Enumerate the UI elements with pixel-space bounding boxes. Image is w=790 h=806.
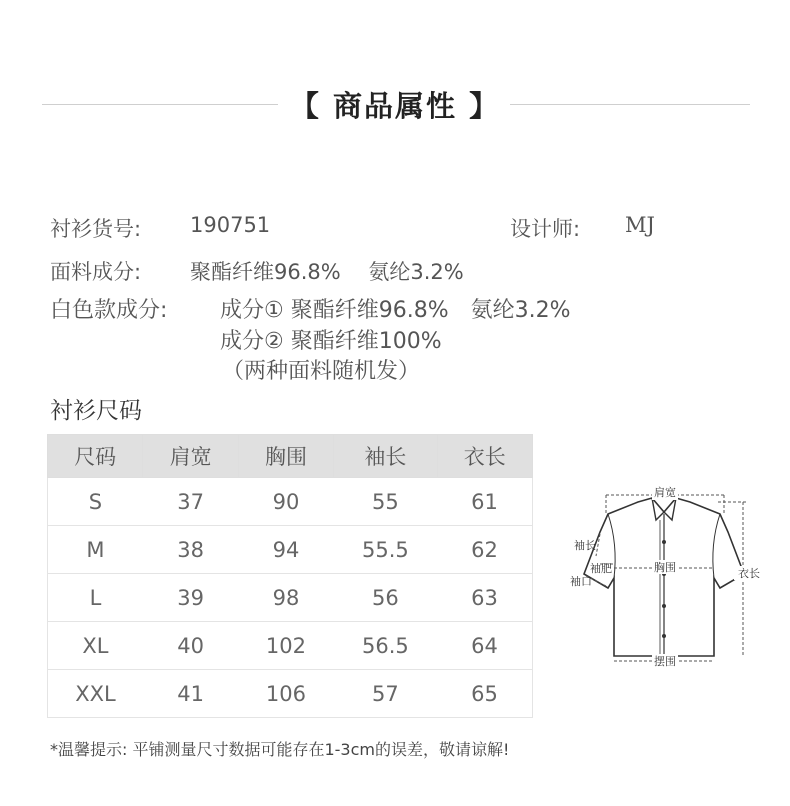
white-composition-note: （两种面料随机发） [222,359,421,384]
fabric-label: 面料成分: [50,260,142,284]
bicep-label: 袖肥 [590,562,612,575]
item-no-label: 衬衫货号: [50,217,142,241]
size-table [47,434,533,718]
table-row [48,574,533,622]
cell-size: XL [48,622,143,670]
cell-sleeve: 56.5 [334,622,437,670]
cell-length: 64 [437,622,532,670]
shoulder-label: 肩宽 [654,486,676,499]
cell-chest: 94 [238,526,333,574]
size-section-title: 衬衫尺码 [50,398,142,424]
shirt-button [662,634,666,638]
header-chest: 胸围 [238,435,333,478]
cell-length: 62 [437,526,532,574]
fabric-value: 聚酯纤维96.8% 氨纶3.2% [190,260,464,284]
header-size: 尺码 [48,435,143,478]
cell-sleeve: 55.5 [334,526,437,574]
cell-size: L [48,574,143,622]
header-length: 衣长 [437,435,532,478]
cell-chest: 106 [238,670,333,718]
white-composition-label: 白色款成分: [50,298,168,323]
cell-size: XXL [48,670,143,718]
table-row [48,478,533,526]
cell-shoulder: 38 [143,526,238,574]
shirt-button [662,604,666,608]
table-row [48,622,533,670]
cell-shoulder: 41 [143,670,238,718]
shirt-button [662,540,666,544]
size-table-header-row [48,435,533,478]
designer-value: MJ [625,213,655,237]
chest-label: 胸围 [654,561,676,574]
cell-shoulder: 37 [143,478,238,526]
cell-length: 65 [437,670,532,718]
cell-length: 63 [437,574,532,622]
cell-shoulder: 40 [143,622,238,670]
header-shoulder: 肩宽 [143,435,238,478]
cell-sleeve: 55 [334,478,437,526]
cell-shoulder: 39 [143,574,238,622]
sleeve-label: 袖长 [574,539,596,552]
item-no-value: 190751 [190,213,271,237]
white-composition-line2: 成分② 聚酯纤维100% [220,329,442,354]
section-heading: 【 商品属性 】 [289,89,501,123]
cell-chest: 102 [238,622,333,670]
table-row [48,526,533,574]
cell-chest: 90 [238,478,333,526]
measurement-note: *温馨提示: 平铺测量尺寸数据可能存在1-3cm的误差，敬请谅解! [50,740,510,759]
cell-size: S [48,478,143,526]
designer-label: 设计师: [510,217,581,241]
cell-chest: 98 [238,574,333,622]
hem-label: 摆围 [654,655,676,668]
table-row [48,670,533,718]
white-composition-line1: 成分① 聚酯纤维96.8% 氨纶3.2% [220,298,571,323]
header-sleeve: 袖长 [334,435,437,478]
cell-size: M [48,526,143,574]
cell-sleeve: 57 [334,670,437,718]
shirt-measurement-diagram [560,478,770,678]
length-label: 衣长 [738,567,760,580]
cell-length: 61 [437,478,532,526]
cuff-label: 袖口 [570,575,592,588]
cell-sleeve: 56 [334,574,437,622]
